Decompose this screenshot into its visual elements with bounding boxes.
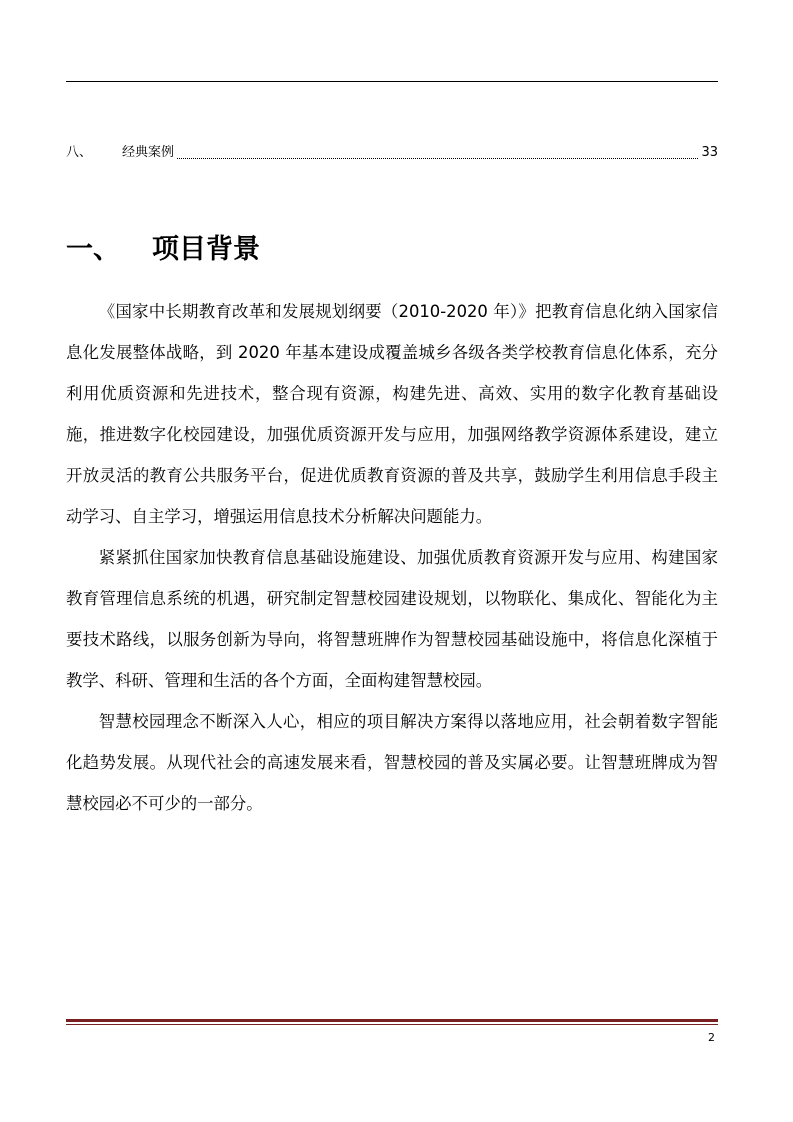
- paragraph-1: 《国家中长期教育改革和发展规划纲要（2010-2020 年）》把教育信息化纳入国家信息化发展整体战略，到 2020 年基本建设成覆盖城乡各级各类学校教育信息化体系，充分利用优质资源和先进技术，整合现有资源，构建先进、高效、实用的数字化教育基础设施，推进数字化校园建设，加强优质资源开发与应用，加强网络教学资源体系建设，建立开放灵活的教育公共服务平台，促进优质教育资源的普及共享，鼓励学生利用信息手段主动学习、自主学习，增强运用信息技术分析解决问题能力。: [66, 302, 718, 526]
- toc-entry-page: 33: [701, 145, 718, 160]
- section-number: 一、: [66, 234, 120, 265]
- section-heading: [66, 225, 260, 275]
- footer-rule: [66, 1019, 718, 1025]
- toc-entry-number: 八、: [66, 145, 93, 160]
- footer-rule-thick: [66, 1019, 718, 1022]
- toc-entry[interactable]: [66, 141, 718, 165]
- toc-entry-title: 经典案例: [122, 145, 175, 160]
- body-text: [66, 291, 718, 824]
- toc-dot-leader: [177, 158, 698, 159]
- header-rule: [66, 81, 718, 82]
- footer-rule-thin: [66, 1024, 718, 1025]
- section-title: 项目背景: [152, 234, 260, 265]
- paragraph-3: 智慧校园理念不断深入人心，相应的项目解决方案得以落地应用，社会朝着数字智能化趋势发展。从现代社会的高速发展来看，智慧校园的普及实属必要。让智慧班牌成为智慧校园必不可少的一部分。: [66, 712, 718, 813]
- page-number: 2: [708, 1031, 715, 1044]
- paragraph-2: 紧紧抓住国家加快教育信息基础设施建设、加强优质教育资源开发与应用、构建国家教育管理信息系统的机遇，研究制定智慧校园建设规划，以物联化、集成化、智能化为主要技术路线，以服务创新为导向，将智慧班牌作为智慧校园基础设施中，将信息化深植于教学、科研、管理和生活的各个方面，全面构建智慧校园。: [66, 548, 718, 690]
